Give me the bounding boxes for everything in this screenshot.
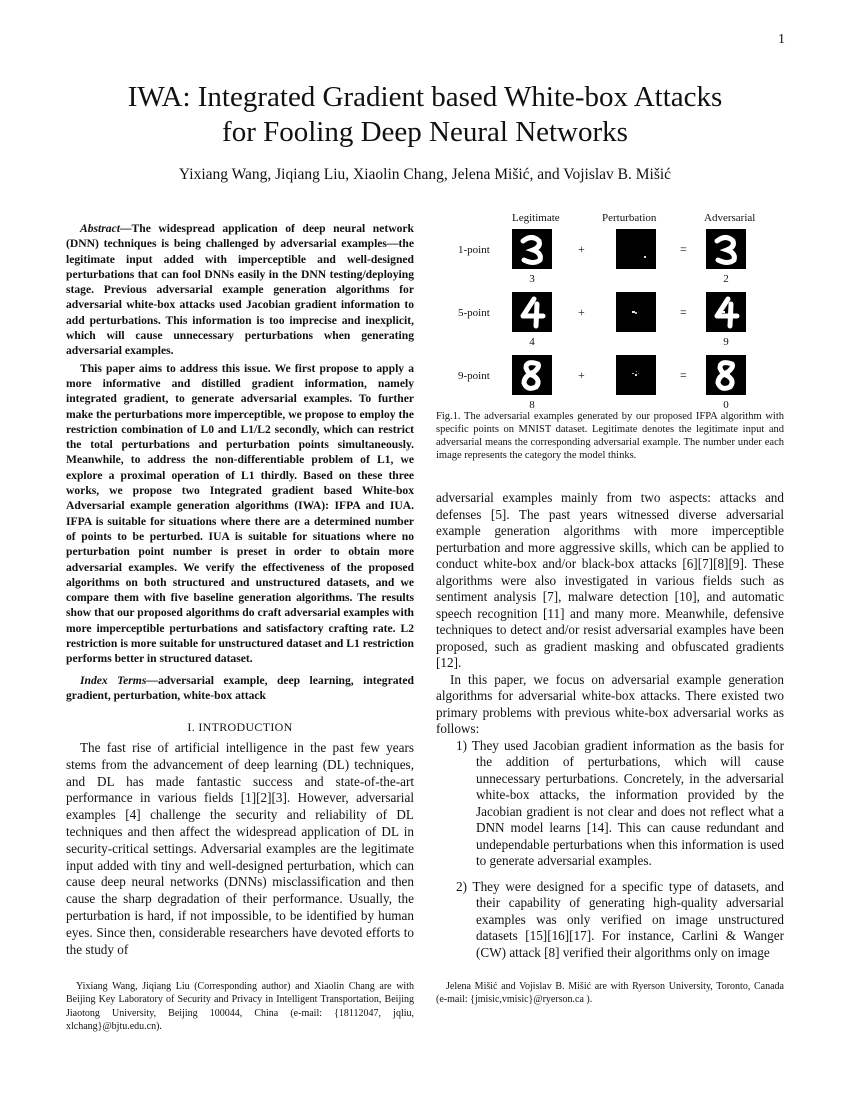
digit-3-adversarial-image — [706, 229, 746, 269]
index-terms — [66, 673, 414, 704]
equals-sign: = — [680, 368, 687, 382]
perturbation-image — [616, 229, 656, 269]
col-header-perturbation: Perturbation — [602, 212, 657, 224]
perturbation-image — [616, 292, 656, 332]
right-footnote: Jelena Mišić and Vojislav B. Mišić are with Ryerson University, Toronto, Canada (e-mail: {jmisic,vmisic}@ryerson.ca ). — [436, 981, 784, 1006]
index-terms-label: Index Terms— — [80, 674, 158, 687]
right-paragraph-1: adversarial examples mainly from two aspects: attacks and defenses [5]. The past years witnessed diverse adversarial example generation algorithms with more imperceptible perturbation and more aggressive skills, which can be applied to conduct white-box and/or black-box attacks [6][7][8][9]. These algorithms were also investigated in various fields such as sentiment analysis [7], malware detection [10], and automatic speech recognition [11] and many more. Meanwhile, defensive techniques to detect and/or resist adversarial examples have been proposed, such as gradient masking and obfuscated gradients [12]. — [436, 490, 784, 670]
adversarial-class-label: 0 — [723, 399, 729, 411]
digit-4-legitimate-image — [512, 292, 552, 332]
title-line-1: IWA: Integrated Gradient based White-box Attacks — [127, 81, 723, 113]
digit-8-legitimate-image — [512, 355, 552, 395]
plus-sign: + — [578, 368, 585, 382]
row-label-9-point: 9-point — [458, 370, 490, 382]
index-terms-text: adversarial example, deep learning, integrated gradient, perturbation, white-box attack — [66, 674, 414, 703]
legitimate-class-label: 3 — [529, 273, 535, 285]
adversarial-class-label: 2 — [723, 273, 729, 285]
digit-8-adversarial-image — [706, 355, 746, 395]
row-label-1-point: 1-point — [458, 244, 490, 256]
intro-paragraph: The fast rise of artificial intelligence in the past few years stems from the advancement of deep learning (DL) techniques, and DL has made fantastic success and state-of-the-art performance in various fields [1][2][3]. However, adversarial examples [4] challenge the security and reliability of DL techniques and then affect the widespread application of DL in security-critical settings. Adversarial examples are the legitimate input added with tiny and well-designed perturbation, which can cause deep neural networks (DNNs) misclassification and then cause the sharp degradation of their performance. Usually, the perturbation is hard, if not impossible, to be identified by human eyes. Since then, considerable researchers have devoted efforts to the study of — [66, 740, 414, 957]
adversarial-class-label: 9 — [723, 336, 729, 348]
digit-3-legitimate-image — [512, 229, 552, 269]
section-heading: I. INTRODUCTION — [187, 720, 293, 734]
legitimate-class-label: 8 — [529, 399, 535, 411]
list-item: 1) They used Jacobian gradient information as the basis for the addition of perturbations, which will cause unnecessary perturbations. Concretely, in the adversarial white-box attacks, the information provided by the Jacobian gradient is not clear and does not reflect what a DNN model learns [14]. This can cause redundant and undependable perturbations when this information is used to generate adversarial examples. — [456, 737, 784, 868]
problem-list — [456, 738, 784, 962]
title-line-2: for Fooling Deep Neural Networks — [222, 116, 628, 148]
abstract-paragraph-1: The widespread application of deep neural network (DNN) techniques is being challenged by adversarial examples—the legitimate input added with imperceptible and well-designed perturbations that can fool DNNs easily in the DNN testing/deploying stage. Previous adversarial example generation algorithms for adversarial white-box attacks used Jacobian gradient information to add perturbations. This information is too imprecise and inexplicit, which will cause unnecessary perturbations when generating adversarial examples. — [66, 222, 414, 358]
list-item: 2) They were designed for a specific type of datasets, and their capability of generating high-quality adversarial examples was only verified on image unstructured datasets [15][16][17]. For instance, Carlini & Wanger (CW) attack [8] verified their algorithms only on image — [456, 878, 784, 960]
right-column-body — [436, 490, 784, 970]
equals-sign: = — [680, 242, 687, 256]
plus-sign: + — [578, 305, 585, 319]
left-footnote: Yixiang Wang, Jiqiang Liu (Corresponding author) and Xiaolin Chang are with Beijing Key Laboratory of Security and Privacy in Intelligent Transportation, Beijing Jiaotong University, Beijing 100044, China (e-mail: {18112047, jqliu, xlchang}@bjtu.edu.cn). — [66, 981, 414, 1033]
abstract — [66, 221, 414, 669]
abstract-paragraph-2: This paper aims to address this issue. We first propose to apply a more informative and distilled gradient information, namely integrated gradient, to generate adversarial examples. To further make the perturbations more imperceptible, we propose to employ the restriction combination of L0 and L1/L2 secondly, which can restrict the total perturbations and perturbation points simultaneously. Meanwhile, to address the non-differentiable problem of L1, we explore a proximal operation of L1 thirdly. Based on these three works, we propose two Integrated gradient based White-box Adversarial example generation algorithms (IWA): IFPA and IUA. IFPA is suitable for situations where there are a determined number of points to be perturbed. IUA is suitable for situations where no perturbation point number is preset in order to obtain more adversarial examples. We verify the effectiveness of the proposed algorithms on both structured and unstructured datasets, and we compare them with five baseline generation algorithms. The results show that our proposed algorithms do craft adversarial examples with more imperceptible perturbations and satisfactory crafting rate. L2 restriction is more suitable for unstructured dataset and L1 restriction performs better in structured dataset. — [66, 361, 414, 666]
page-number: 1 — [778, 32, 785, 47]
paper-title — [60, 80, 790, 150]
authors: Yixiang Wang, Jiqiang Liu, Xiaolin Chang, Jelena Mišić, and Vojislav B. Mišić — [178, 166, 672, 183]
abstract-label: Abstract— — [80, 222, 132, 235]
legitimate-class-label: 4 — [529, 336, 535, 348]
col-header-legitimate: Legitimate — [512, 212, 560, 224]
col-header-adversarial: Adversarial — [704, 212, 756, 224]
perturbation-image — [616, 355, 656, 395]
row-label-5-point: 5-point — [458, 307, 490, 319]
equals-sign: = — [680, 305, 687, 319]
plus-sign: + — [578, 242, 585, 256]
digit-4-adversarial-image — [706, 292, 746, 332]
right-paragraph-2: In this paper, we focus on adversarial example generation algorithms for adversarial white-box attacks. There existed two primary problems with previous white-box adversarial works as follows: — [436, 671, 784, 736]
figure-caption: Fig.1. The adversarial examples generated by our proposed IFPA algorithm with specific points on MNIST dataset. Legitimate denotes the legitimate input and adversarial means the corresponding adversarial example. The number under each image represents the category the model thinks. — [436, 411, 784, 461]
